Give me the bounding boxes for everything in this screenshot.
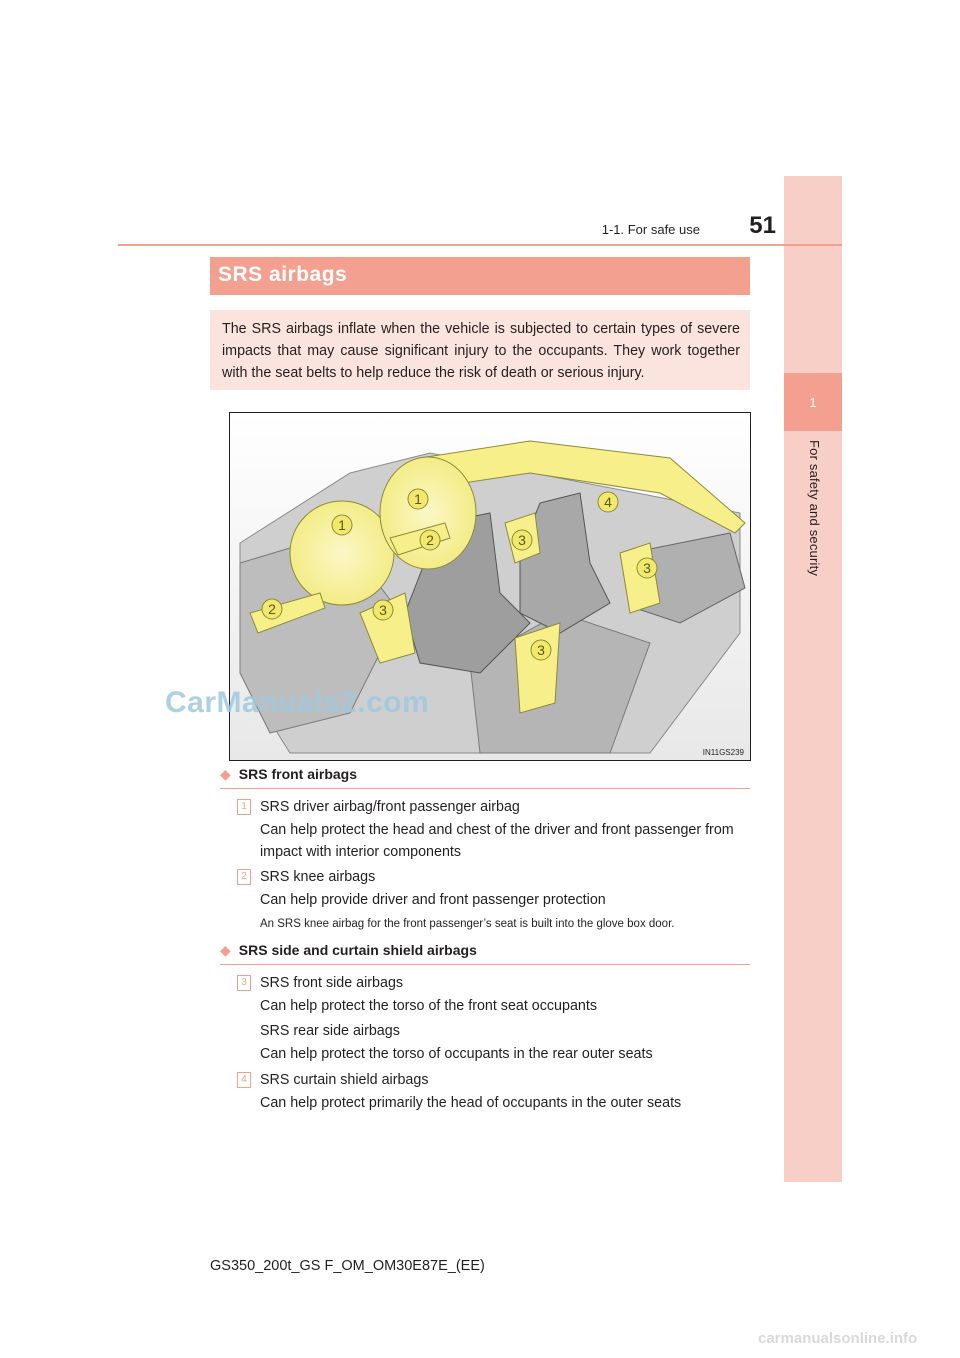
svg-text:2: 2 (268, 601, 276, 617)
watermark-carmanuals2: CarManuals2.com (165, 686, 430, 719)
item-front-side-airbags (260, 972, 750, 1017)
item-description: Can help protect the torso of occupants in the rear outer seats (260, 1045, 653, 1062)
item-description: Can help protect primarily the head of occupants in the outer seats (260, 1094, 682, 1111)
callout-3c (373, 600, 393, 620)
svg-text:1: 1 (414, 491, 422, 507)
page-number: 51 (749, 212, 776, 239)
item-title: SRS front side airbags (260, 975, 404, 991)
item-title: SRS curtain shield airbags (260, 1072, 429, 1088)
item-badge-2: 2 (237, 869, 251, 885)
item-knee-airbags (260, 866, 750, 911)
diamond-icon: ◆ (220, 766, 231, 782)
side-tab (784, 176, 842, 1182)
item-description: Can help provide driver and front passenger protection (260, 891, 606, 908)
svg-text:2: 2 (426, 532, 434, 548)
svg-text:3: 3 (518, 532, 526, 548)
callout-4 (598, 492, 618, 512)
figure-code: IN11GS239 (702, 748, 744, 757)
rear-side-airbag-left-shape (515, 623, 560, 713)
passenger-airbag-shape (380, 457, 476, 569)
chapter-label: For safety and security (807, 440, 822, 577)
diamond-icon: ◆ (220, 942, 231, 958)
svg-text:1: 1 (338, 517, 346, 533)
subheading-side-curtain-airbags (220, 942, 750, 965)
item-description: Can help protect the head and chest of the driver and front passenger from impact with interior components (260, 821, 734, 860)
item-note: An SRS knee airbag for the front passenger’s seat is built into the glove box door. (260, 918, 675, 930)
svg-text:4: 4 (604, 494, 612, 510)
item-badge-3: 3 (237, 975, 251, 991)
svg-text:3: 3 (643, 560, 651, 576)
callout-2b (262, 599, 282, 619)
svg-text:3: 3 (537, 642, 545, 658)
callout-1a (408, 489, 428, 509)
document-code: GS350_200t_GS F_OM_OM30E87E_(EE) (210, 1258, 485, 1274)
item-front-airbags (260, 796, 750, 864)
page-title: SRS airbags (218, 263, 348, 286)
header-rule (118, 244, 842, 246)
callout-3b (637, 558, 657, 578)
item-description: Can help protect the torso of the front seat occupants (260, 997, 597, 1014)
callout-3a (512, 530, 532, 550)
callout-1b (332, 515, 352, 535)
subheading-text: SRS side and curtain shield airbags (238, 942, 477, 958)
callout-2a (420, 530, 440, 550)
title-banner (210, 257, 750, 295)
item-badge-1: 1 (237, 799, 251, 815)
item-title: SRS knee airbags (260, 869, 376, 885)
watermark-carmanualsonline: carmanualsonline.info (758, 1330, 918, 1347)
subheading-text: SRS front airbags (238, 766, 358, 782)
svg-text:3: 3 (379, 602, 387, 618)
subheading-front-airbags (220, 766, 750, 789)
item-rear-side-airbags (260, 1020, 750, 1065)
section-label: 1-1. For safe use (601, 222, 700, 237)
chapter-number: 1 (784, 373, 842, 431)
callout-3d (531, 640, 551, 660)
item-title: SRS rear side airbags (260, 1023, 400, 1039)
item-badge-4: 4 (237, 1072, 251, 1088)
item-title: SRS driver airbag/front passenger airbag (260, 799, 520, 815)
intro-text: The SRS airbags inflate when the vehicle is subjected to certain types of severe impacts that may cause significant injury to the occupants. They work together with the seat belts to help reduce the risk of death or serious injury. (222, 321, 740, 381)
intro-box (210, 310, 750, 390)
item-curtain-airbags (260, 1069, 750, 1114)
